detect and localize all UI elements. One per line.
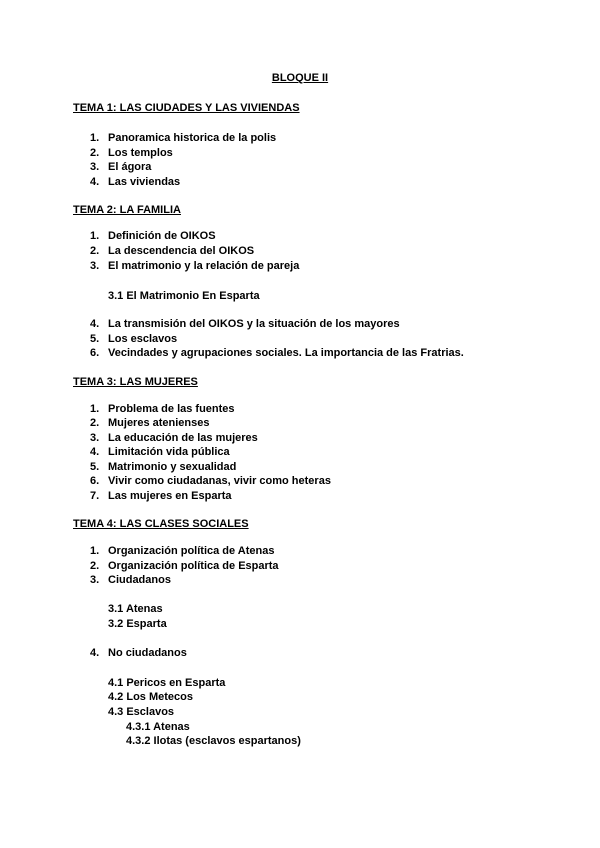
page-title: BLOQUE II [271,72,329,84]
sub-item: 4.2 Los Metecos [108,691,193,703]
list-item: 4. La transmisión del OIKOS y la situación de los mayores [90,318,400,330]
list-item: 1. Organización política de Atenas [90,545,275,557]
list-item: 6. Vecindades y agrupaciones sociales. La importancia de las Fratrias. [90,347,464,359]
list-item: 5. Los esclavos [90,333,178,345]
list-item: 4. Las viviendas [90,176,181,188]
list-item: 2. Organización política de Esparta [90,560,279,572]
tema-2-heading: TEMA 2: LA FAMILIA [73,204,181,216]
sub-sub-item: 4.3.2 Ilotas (esclavos espartanos) [126,735,301,747]
list-item: 2. Mujeres atenienses [90,417,210,429]
tema-3-heading: TEMA 3: LAS MUJERES [73,376,198,388]
sub-sub-item: 4.3.1 Atenas [126,721,190,733]
list-item: 2. Los templos [90,147,173,159]
list-item: 4. Limitación vida pública [90,446,230,458]
list-item: 7. Las mujeres en Esparta [90,490,232,502]
list-item: 6. Vivir como ciudadanas, vivir como heteras [90,475,331,487]
list-item: 4. No ciudadanos [90,647,187,659]
sub-item: 4.1 Pericos en Esparta [108,677,226,689]
list-item: 1. Panoramica historica de la polis [90,132,277,144]
list-item: 1. Problema de las fuentes [90,403,235,415]
tema-1-heading: TEMA 1: LAS CIUDADES Y LAS VIVIENDAS [73,102,300,114]
sub-item: 3.1 El Matrimonio En Esparta [108,290,260,302]
sub-item: 3.1 Atenas [108,603,163,615]
sub-item: 3.2 Esparta [108,618,167,630]
list-item: 5. Matrimonio y sexualidad [90,461,237,473]
list-item: 3. El matrimonio y la relación de pareja [90,260,300,272]
list-item: 3. Ciudadanos [90,574,171,586]
list-item: 3. El ágora [90,161,152,173]
tema-4-heading: TEMA 4: LAS CLASES SOCIALES [73,518,249,530]
list-item: 3. La educación de las mujeres [90,432,258,444]
sub-item: 4.3 Esclavos [108,706,175,718]
list-item: 1. Definición de OIKOS [90,230,216,242]
list-item: 2. La descendencia del OIKOS [90,245,255,257]
